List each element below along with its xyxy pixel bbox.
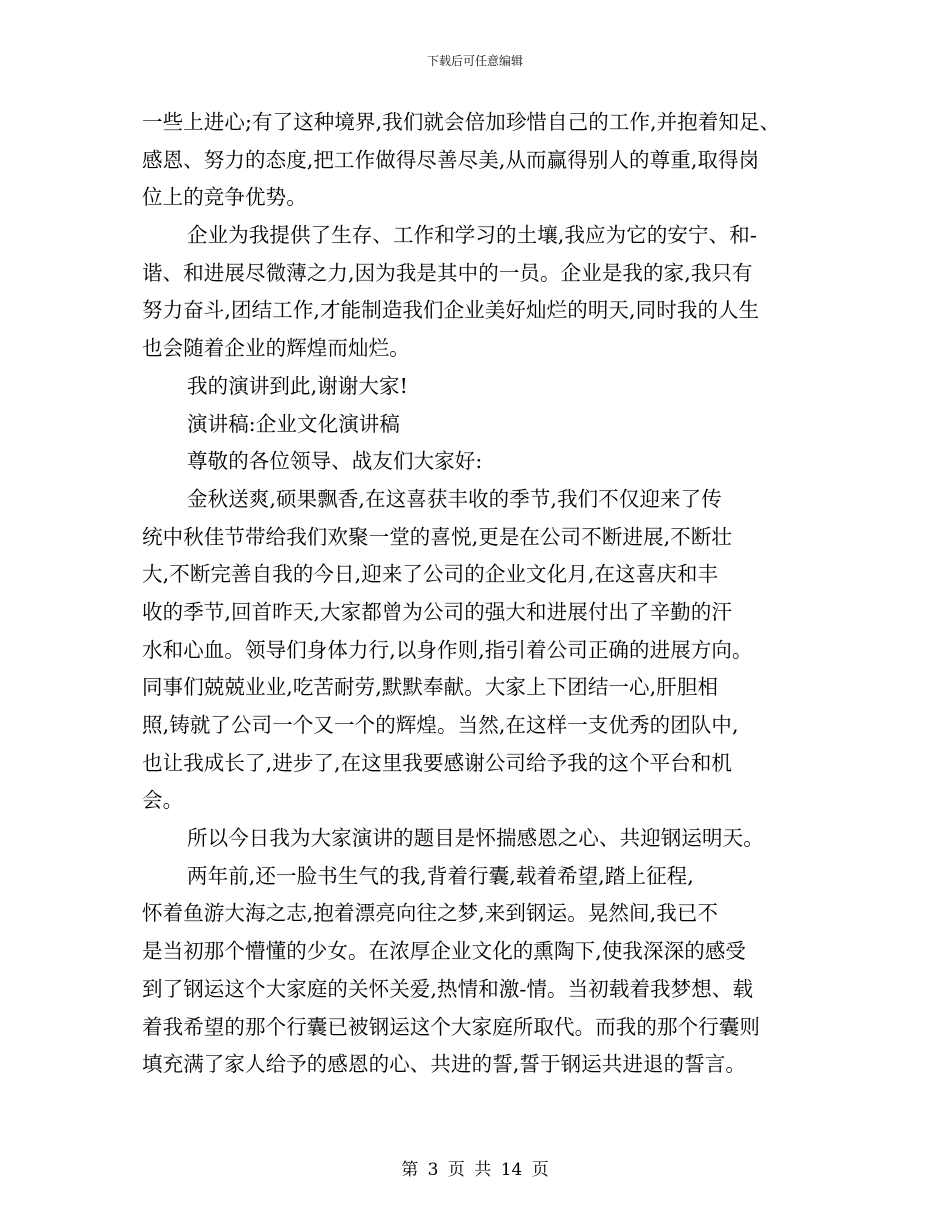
- text-line-8: 我的演讲到此,谢谢大家!: [187, 373, 408, 398]
- text-line-14: 收的季节,回首昨天,大家都曾为公司的强大和进展付出了辛勤的汗: [142, 599, 733, 624]
- text-line-18: 也让我成长了,进步了,在这里我要感谢公司给予我的这个平台和机: [142, 750, 733, 775]
- text-line-23: 是当初那个懵懂的少女。在浓厚企业文化的熏陶下,使我深深的感受: [142, 939, 747, 964]
- text-line-21: 两年前,还一脸书生气的我,背着行囊,载着希望,踏上征程,: [187, 863, 694, 888]
- text-line-25: 着我希望的那个行囊已被钢运这个大家庭所取代。而我的那个行囊则: [142, 1014, 760, 1039]
- text-line-20: 所以今日我为大家演讲的题目是怀揣感恩之心、共迎钢运明天。: [187, 826, 764, 851]
- document-body: [142, 104, 814, 1084]
- text-line-24: 到了钢运这个大家庭的关怀关爱,热情和激-情。当初载着我梦想、载: [142, 976, 754, 1001]
- page-number-footer: 第 3 页 共 14 页: [401, 1160, 549, 1180]
- text-line-7: 也会随着企业的辉煌而灿烂。: [142, 336, 410, 361]
- speech-title-line: 演讲稿:企业文化演讲稿: [187, 411, 401, 436]
- text-line-15: 水和心血。领导们身体力行,以身作则,指引着公司正确的进展方向。: [142, 637, 753, 662]
- text-line-13: 大,不断完善自我的今日,迎来了公司的企业文化月,在这喜庆和丰: [142, 562, 719, 587]
- text-line-4: 企业为我提供了生存、工作和学习的土壤,我应为它的安宁、和-: [187, 223, 757, 248]
- text-line-16: 同事们兢兢业业,吃苦耐劳,默默奉献。大家上下团结一心,肝胆相: [142, 675, 719, 700]
- text-line-12: 统中秋佳节带给我们欢聚一堂的喜悦,更是在公司不断进展,不断壮: [142, 524, 733, 549]
- text-line-26: 填充满了家人给予的感恩的心、共进的誓,誓于钢运共进退的誓言。: [142, 1052, 747, 1077]
- text-line-5: 谐、和进展尽微薄之力,因为我是其中的一员。企业是我的家,我只有: [142, 260, 753, 285]
- text-line-22: 怀着鱼游大海之志,抱着漂亮向往之梦,来到钢运。晃然间,我已不: [142, 901, 719, 926]
- text-line-19: 会。: [142, 788, 184, 813]
- text-line-2: 感恩、努力的态度,把工作做得尽善尽美,从而赢得别人的尊重,取得岗: [142, 147, 760, 172]
- text-line-1: 一些上进心;有了这种境界,我们就会倍加珍惜自己的工作,并抱着知足、: [142, 110, 781, 134]
- text-line-11: 金秋送爽,硕果飘香,在这喜获丰收的季节,我们不仅迎来了传: [187, 486, 722, 511]
- text-line-6: 努力奋斗,团结工作,才能制造我们企业美好灿烂的明天,同时我的人生: [142, 298, 760, 323]
- salutation-line: 尊敬的各位领导、战友们大家好:: [187, 449, 483, 474]
- page-header: 下载后可任意编辑: [426, 54, 523, 68]
- text-line-3: 位上的竞争优势。: [142, 185, 307, 210]
- text-line-17: 照,铸就了公司一个又一个的辉煌。当然,在这样一支优秀的团队中,: [142, 713, 739, 737]
